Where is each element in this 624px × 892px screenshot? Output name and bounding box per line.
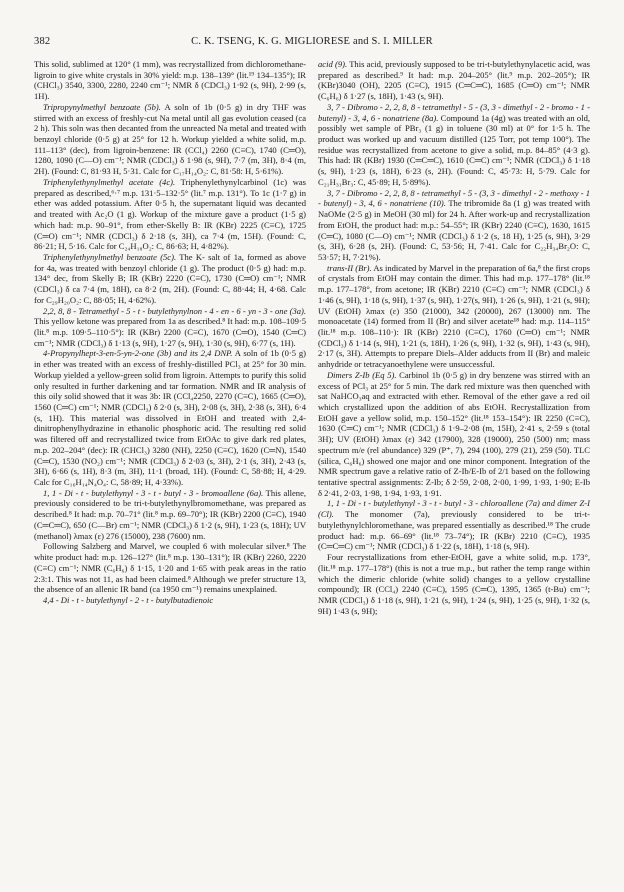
paragraph (318, 370, 590, 499)
paragraph-text: This yellow ketone was prepared from 1a as described.⁸ It had: m.p. 108–109·5 (lit.⁸ m.p. 109·5–110·5°): IR (KBr) 2200 (C≡C), 1670 (C═O), 1540 (C═C) cm⁻¹; NMR (CDCl₃) δ 1·13 (s, 9H), 1·27 (s, 9H), 1·30 (s, 9H), 6·77 (s, 1H). (34, 316, 306, 348)
paragraph-text: Triphenylethynylcarbinol (1c) was prepared as described,⁶·⁷ m.p. 131·5–132·5° (lit.⁷ m.p. 131°). To 1c (1·7 g) in ether was added potassium. After 0·5 h, the supernatant liquid was decanted and treated with Ac₂O (1 g). Workup of the mixture gave a product (1·5 g) which had: m.p. 90–91°, from ether-Skelly B: IR (KBr) 2225 (C≡C), 1725 (C═O) cm⁻¹; NMR (CDCl₃) δ 2·18 (s, 3H), ca 7·4 (m, 15H). (Found: C, 86·21; H, 5·16. Calc for C₂₄H₁₈O₂: C, 86·63; H, 4·82%). (34, 176, 306, 252)
running-head-authors: C. K. TSENG, K. G. MIGLIORESE and S. I. MILLER (191, 36, 433, 47)
compound-heading: 1, 1 - Di - t - butylethynyl - 3 - t - butyl - 3 - chloroallene (7a) and dimer Z-I (Cl). (318, 498, 590, 520)
paragraph-text: The monomer (7a), previously considered to be tri-t-butylethynylchloromethane, was prepared essentially as described.¹⁸ The crude product had: m.p. 66–69° (lit.¹⁸ 73–74°); IR (KBr) 2210 (C≡C), 1935 (C═C═C) cm⁻¹; NMR (CDCl₃) δ 1·22 (s, 18H), 1·18 (s, 9H). (318, 509, 590, 552)
compound-heading: 4-Propynylhept-3-en-5-yn-2-one (3b) and its 2,4 DNP. (43, 348, 233, 359)
compound-heading: acid (9). (318, 59, 348, 69)
paragraph-text: Carbinol 1b (0·5 g) in dry benzene was stirred with an excess of PCl₃ at 25° for 5 min. The dark red mixture was then quenched with sat NaHCO₃aq and extracted with ether. Removal of the ether gave a red oil which crystallized upon the addition of abs EtOH. Recrystallization from EtOH gave a yellow solid, m.p. 150–152° (lit.¹⁸ 153–154°): IR 2250 (C≡C), 1630 (C═C) cm⁻¹; NMR (CDCl₃) δ 1·9–2·08 (m, 15H), 2·41 s, 2·59 s (total 3H); UV (EtOH) λmax (ε) 342 (17900), 328 (19000), 250 (500) nm; mass spectrum m/e (rel abundance) 329 (P⁺, 7), 294 (100), 279 (21), 259 (50). TLC (silica, C₆H₆) showed one major and one minor component. Integration of the NMR spectrum gave a relative ratio of Z-Ib/E-Ib of 2/1 based on the following tentative spectral assignments: Z-Ib; δ 2·59, 2·08, 2·00, 1·99, 1·93, 1·90; E-Ib δ 2·41, 2·03, 1·98, 1·94, 1·93, 1·91. (318, 369, 590, 498)
paragraph-text: The tribromide 8a (1 g) was treated with NaOMe (2·5 g) in MeOH (30 ml) for 24 h. After work-up and recrystallization from EtOH, the product had: m.p.: 54–55°; IR (KBr) 2240 (C≡C), 1630, 1615 (C═C), 1080 (C—O) cm⁻¹; NMR (CDCl₃) δ 1·2 (s, 18 H), 1·25 (s, 9H), 3·29 (s, 3H), 6·28 (s, 2H). (Found: C, 53·56; H, 7·41. Calc for C₂₂H₃₄Br₂O: C, 53·57; H, 7·21%). (318, 198, 590, 262)
paragraph-text: Four recrystallizations from ether-EtOH, gave a white solid, m.p. 173°, (lit.¹⁸ m.p. 177–178°) (this is not a true m.p., but rather the temp range within which the dimeric chloride (white solid) changes to a yellow crystalline compound); IR (CCl₄) 2240 (C≡C), 1595 (C═C), 1395, 1365 (t-Bu) cm⁻¹; NMR (CDCl₃) δ 1·18 (s, 9H), 1·21 (s, 9H), 1·24 (s, 9H), 1·25 (s, 9H), 1·32 (s, 9H) 1·43 (s, 9H); (318, 552, 590, 616)
paragraph-text: Compound 1a (4g) was treated with an old, possibly wet sample of PBr₃ (1 g) in toluene (30 ml) at 0° for 1·5 h. The product was worked up and vacuum distilled (125 Torr, pot temp 100°). The residue was recrystallized from acetone to give a solid, m.p. 84–85° (4·3 g). This had: IR (KBr) 1930 (C═C═C), 1610 (C═C) cm⁻¹; NMR (CDCl₃) δ 1·18 (s, 9H), 1·23 (s, 18H), 6·23 (s, 2H). (Found: C, 45·73: H, 5·79. Calc for C₂₁H₃₁Br₃: C, 45·89; H, 5·89%). (318, 112, 590, 187)
paragraph (318, 188, 590, 263)
paragraph-text: This allene, previously considered to be tri-t-butylethynylbromomethane, was prepared as described.⁸ It had: m.p. 70–71° (lit.⁸ m.p. 69–70°); IR (KBr) 2200 (C≡C), 1940 (C═C═C), 650 (C—Br) cm⁻¹; NMR (CDCl₃) δ 1·2 (s, 9H), 1·23 (s, 18H); UV (methanol) λmax (ε) 276 (15000), 238 (7600) nm. (34, 487, 306, 541)
paragraph-text: Following Salzberg and Marvel, we coupled 6 with molecular silver.⁸ The white product had: m.p. 126–127° (lit.⁸ m.p. 130–131°); IR (KBr) 2260, 2220 (C≡C) cm⁻¹; NMR (C₆H₆) δ 1·15, 1·20 and 1·65 with peak areas in the ratio 2:3:1. This was not 11, as had been claimed.⁸ Although we prefer structure 13, the absence of an allenic IR band (ca 1950 cm⁻¹) remains unexplained. (34, 541, 306, 595)
paragraph-text: As indicated by Marvel in the preparation of 6a,⁸ the first crops of crystals from EtOH may contain the dimer. This had m.p. 177–178° (lit.¹⁸ m.p. 177–178°, from acetone; IR (KBr) 2210 (C≡C) cm⁻¹; NMR (CDCl₃) δ 1·46 (s, 9H), 1·18 (s, 9H), 1·37 (s, 9H), 1·27(s, 9H), 1·26 (s, 9H), 1·21 (s, 9H); UV (EtOH) λmax (ε) 350 (21000), 342 (20000), 267 (13000) nm. The monoacetate (14) formed from II (Br) and silver acetate¹⁸ had: m.p. 114–115° (lit.¹⁸ m.p. 108–110·): IR (KBr) 2210 (C≡C), 1760 (C═O) cm⁻¹; NMR (CDCl₃) δ 1·14 (s, 9H), 1·21 (s, 18H), 1·26 (s, 9H), 1·32 (s, 9H), 1·43 (s, 9H), 2·17 (s, 3H). Attempts to prepare Diels–Alder adducts from II (Br) and maleic anhydride or tetracyanoethylene were unsuccessful. (318, 262, 591, 370)
right-column (318, 59, 590, 616)
compound-heading: 4,4 - Di - t - butylethynyl - 2 - t - butylbutadienoic (43, 594, 214, 605)
paragraph-text: A soln of 1b (0·5 g) in ether was treated with an excess of freshly-distilled PCl₃ at 25° for 30 min. Workup yielded a yellow-green solid from ligroin. Attempts to purify this solid only resulted in further darkening and tar formation. NMR and IR analysis of this oily solid showed that it was 3b: IR (CCl₄2250, 2270 (C≡C), 1665 (C═O), 1560 (C═C) cm⁻¹; NMR (CDCl₃) δ 2·0 (s, 3H), 2·08 (s, 3H), 2·38 (s, 3H), 6·4 (s, 1H). This material was dissolved in EtOH and treated with 2,4-dinitrophenylhydrazine in ethanolic phosphoric acid. The resulting red solid was filtered off and recrystallized twice from EtOAc to give dark red plates, m.p. 202–204° (dec): IR (CHCl₃) 3280 (NH), 2250 (C≡C), 1620 (C═N), 1540 (C═C), 1530 (NO₂) cm⁻¹; NMR (CDCl₃) δ 2·03 (s, 3H), 2·1 (s, 3H), 2·43 (s, 3H), 6·66 (s, 1H), 8·3 (m, 3H), 11·1 (broad, 1H). (Found: C, 58·88; H, 4·29. Calc for C₁₆H₁₄N₄O₄: C, 58·89; H, 4·33%). (34, 348, 306, 488)
paragraph (318, 102, 590, 188)
running-head (34, 36, 590, 47)
paragraph-text: This solid, sublimed at 120° (1 mm), was recrystallized from dichloromethane-ligroin to give white crystals in 30% yield: m.p. 138–139° (lit.¹⁹ 134–135°); IR (CHCl₃) 3540, 3300, 2280, 2240 cm⁻¹; NMR δ (CDCl₃) 1·92 (s, 9H), 2·99 (s, 1H). (34, 59, 306, 102)
paragraph (34, 488, 306, 542)
paragraph (34, 59, 306, 102)
paragraph (34, 177, 306, 252)
paragraph (318, 59, 590, 102)
compound-heading: Triphenylethynylmethyl benzoate (5c). (43, 251, 177, 262)
paragraph (318, 263, 590, 370)
paragraph (34, 252, 306, 306)
compound-heading: Triphenylethynylmethyl acetate (4c). (43, 176, 176, 187)
compound-heading: Dimers Z-Ib (Eq 5). (327, 369, 397, 380)
paragraph (318, 552, 590, 616)
paragraph (34, 306, 306, 349)
paragraph (34, 348, 306, 487)
paragraph-text: The K- salt of 1a, formed as above for 4a, was treated with benzoyl chloride (1 g). The product (0·5 g) had: m.p. 134° dec, from Skelly B; IR (KBr) 2220 (C≡C), 1730 (C═O) cm⁻¹; NMR (CDCl₃) δ ca 7·4 (m, 18H), ca 8·2 (m, 2H). (Found: C, 88·44; H, 4·68. Calc for C₂₉H₂₀O₂: C, 88·05; H, 4·62%). (34, 251, 306, 305)
paragraph (34, 102, 306, 177)
compound-heading: trans-II (Br). (327, 262, 372, 273)
compound-heading: 3, 7 - Dibromo - 2, 2, 8, 8 - tetramethyl - 5 - (3, 3 - dimethyl - 2 - bromo - 1 - butenyl) - 3, 4, 6 - nonatriene (8a). (318, 101, 590, 123)
compound-heading: Tripropynylmethyl benzoate (5b). (43, 101, 161, 112)
compound-heading: 2,2, 8, 8 - Tetramethyl - 5 - t - butylethynylnon - 4 - en - 6 - yn - 3 - one (3a). (43, 305, 306, 316)
paragraph-text: A soln of 1b (0·5 g) in dry THF was stirred with an excess of freshly-cut Na metal until all gas evolution ceased (ca 2 h). This soln was then decanted from the unreacted Na metal and treated with benzoyl chloride (0·5 g) at 25° for 12 h. Workup yielded a white solid, m.p. 111–113° (dec), from ligroin-benzene: IR (CCl₄) 2260 (C≡C), 1740 (C═O), 1280, 1090 (C—O) cm⁻¹; NMR (CDCl₃) δ 1·98 (s, 9H), 7·7 (m, 3H), 8·4 (m, 2H). (Found: C, 81·93 H, 5·31. Calc for C₁₇H₁₄O₂: C, 81·58: H, 5·61%). (34, 101, 306, 177)
left-column (34, 59, 306, 616)
compound-heading: 3, 7 - Dibromo - 2, 2, 8, 8 - tetramethyl - 5 - (3, 3 - dimethyl - 2 - methoxy - 1 - butenyl) - 3, 4, 6 - nonatriene (10). (318, 187, 590, 209)
compound-heading: 1, 1 - Di - t - butylethynyl - 3 - t - butyl - 3 - bromoallene (6a). (43, 487, 264, 498)
paragraph (34, 541, 306, 595)
paragraph-text: This acid, previously supposed to be tri-t-butylethynylacetic acid, was prepared as described.⁹ It had: m.p. 204–205° (lit.⁹ m.p. 202–205°); IR (KBr)3040 (OH), 2205 (C≡C), 1915 (C═C═C), 1685 (C═O) cm⁻¹; NMR (C₆H₆) δ 1·27 (s, 18H), 1·43 (s, 9H). (318, 59, 590, 102)
page-number: 382 (34, 36, 51, 47)
two-column-body (34, 59, 590, 616)
paragraph (318, 498, 590, 552)
paragraph (34, 595, 306, 606)
